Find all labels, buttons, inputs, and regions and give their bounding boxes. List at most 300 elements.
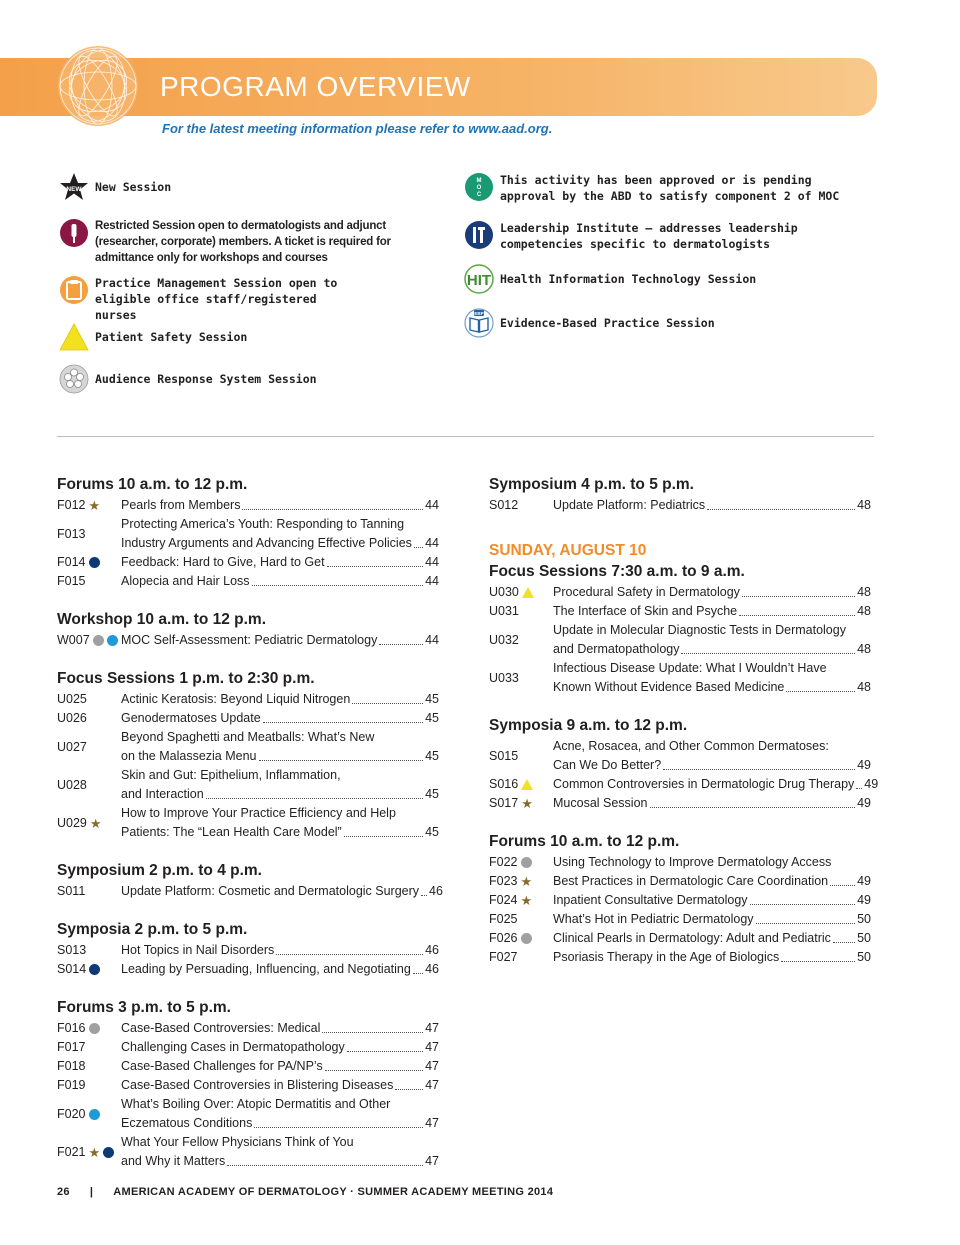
- session-title-text: Psoriasis Therapy in the Age of Biologics: [553, 950, 780, 964]
- session-title: [121, 941, 439, 960]
- session-title-line: [553, 853, 871, 872]
- audience-response-dot-icon: [521, 933, 532, 944]
- hit-badge-text: HIT: [466, 272, 492, 289]
- moc-icon: [464, 172, 494, 202]
- session-code: S015: [489, 748, 519, 763]
- session-code-cell: [57, 1095, 121, 1133]
- session-entry: [489, 948, 871, 967]
- page-ref: 47: [425, 1154, 439, 1168]
- session-code-cell: [489, 496, 553, 515]
- session-title-text: Alopecia and Hair Loss: [121, 574, 250, 588]
- dot-leader: [781, 961, 855, 962]
- footer-text: AMERICAN ACADEMY OF DERMATOLOGY · SUMMER ACADEMY MEETING 2014: [113, 1186, 554, 1198]
- session-title-text: Leading by Persuading, Influencing, and Negotiating: [121, 962, 411, 976]
- session-title-line: [553, 496, 871, 515]
- session-title: [121, 882, 443, 901]
- session-entry: [57, 1038, 439, 1057]
- page-ref: 49: [857, 893, 871, 907]
- session-title: [121, 1038, 439, 1057]
- page-ref: 48: [857, 498, 871, 512]
- section-heading: Forums 10 a.m. to 12 p.m.: [489, 833, 680, 850]
- session-title-line: [553, 948, 871, 967]
- dot-leader: [414, 547, 423, 548]
- clipboard-icon: [59, 275, 89, 305]
- dot-leader: [242, 509, 423, 510]
- legend-hit-text: Health Information Technology Session: [500, 272, 757, 286]
- page-ref: 45: [425, 711, 439, 725]
- session-entry: [57, 709, 439, 728]
- session-title-text: Inpatient Consultative Dermatology: [553, 893, 748, 907]
- svg-text:M: M: [476, 178, 482, 184]
- legend-hit: [464, 264, 756, 294]
- session-title-text: Feedback: Hard to Give, Hard to Get: [121, 555, 325, 569]
- session-title: [121, 728, 439, 766]
- session-title-line: [121, 515, 439, 534]
- session-title-text: Patients: The “Lean Health Care Model”: [121, 825, 342, 839]
- session-code-cell: [489, 872, 553, 891]
- legend-ebp: [464, 308, 715, 338]
- session-title-line: [553, 891, 871, 910]
- session-title-line: [121, 1133, 439, 1152]
- session-title-text: and Dermatopathology: [553, 642, 680, 656]
- session-title: [121, 631, 439, 650]
- subtitle-prefix: For the latest meeting information please refer to: [162, 121, 469, 136]
- legend-moc-text: This activity has been approved or is pending approval by the ABD to satisfy component 2 of MOC: [500, 173, 840, 203]
- session-title-line: [121, 941, 439, 960]
- session-entry: [57, 631, 439, 650]
- page-ref: 48: [857, 642, 871, 656]
- session-title-text: Genodermatoses Update: [121, 711, 261, 725]
- legend-patient-safety-text: Patient Safety Session: [95, 330, 248, 344]
- session-code-cell: [489, 775, 553, 794]
- session-code: F015: [57, 574, 86, 588]
- page-ref: 48: [857, 680, 871, 694]
- session-code-cell: [57, 1019, 121, 1038]
- new-star-icon: [59, 172, 89, 202]
- session-title-text: Acne, Rosacea, and Other Common Dermatoses:: [553, 739, 829, 753]
- patient-safety-triangle-icon: [522, 587, 534, 598]
- ebp-book-icon: [464, 308, 494, 338]
- session-entry: [489, 737, 871, 775]
- new-badge-text: NEW: [66, 186, 82, 193]
- session-title-line: [553, 640, 871, 659]
- audience-response-dot-icon: [89, 1023, 100, 1034]
- dot-leader: [750, 904, 856, 905]
- session-title-text: Update in Molecular Diagnostic Tests in Dermatology: [553, 623, 846, 637]
- session-code-cell: [57, 1038, 121, 1057]
- dot-leader: [347, 1051, 423, 1052]
- dot-leader: [681, 653, 855, 654]
- session-code: F022: [489, 855, 518, 869]
- session-title: [121, 515, 439, 553]
- session-code: F026: [489, 931, 518, 945]
- page-ref: 49: [864, 777, 879, 791]
- session-entry: [489, 872, 871, 891]
- session-code: S013: [57, 943, 87, 957]
- session-title-line: [121, 1152, 439, 1171]
- session-code-cell: [57, 515, 121, 553]
- page-ref: 48: [857, 585, 871, 599]
- section-heading: Symposia 2 p.m. to 5 p.m.: [57, 921, 248, 938]
- leadership-dot-icon: [89, 964, 100, 975]
- session-code-cell: [489, 929, 553, 948]
- session-entry: [57, 941, 439, 960]
- new-star-icon: ★: [520, 893, 533, 908]
- session-title: [553, 794, 871, 813]
- leadership-institute-icon: [464, 220, 494, 250]
- session-entry: [57, 553, 439, 572]
- session-code: F024: [489, 893, 518, 907]
- session-entry: [489, 775, 879, 794]
- session-title-text: Pearls from Members: [121, 498, 241, 512]
- page-ref: 46: [429, 884, 443, 898]
- page-ref: 50: [857, 931, 871, 945]
- session-entry: [57, 1076, 439, 1095]
- legend-audience-response: [59, 364, 317, 394]
- session-title-text: Infectious Disease Update: What I Wouldn’t Have: [553, 661, 827, 675]
- session-title-line: [553, 583, 871, 602]
- page-ref: 50: [857, 912, 871, 926]
- session-title-text: on the Malassezia Menu: [121, 749, 257, 763]
- audience-response-icon: [59, 364, 89, 394]
- session-title-text: Clinical Pearls in Dermatology: Adult and Pediatric: [553, 931, 831, 945]
- session-title-text: Mucosal Session: [553, 796, 648, 810]
- session-code: F018: [57, 1059, 86, 1073]
- session-code-cell: [57, 1076, 121, 1095]
- session-code: S011: [57, 884, 86, 898]
- section-heading: Symposia 9 a.m. to 12 p.m.: [489, 717, 688, 734]
- session-code: U028: [57, 777, 87, 792]
- dot-leader: [327, 566, 424, 567]
- session-title-text: Case-Based Controversies in Blistering Diseases: [121, 1078, 394, 1092]
- session-entry: [57, 1095, 439, 1133]
- session-code-cell: [489, 659, 553, 697]
- section-heading: Symposium 4 p.m. to 5 p.m.: [489, 476, 694, 493]
- session-title: [553, 872, 871, 891]
- hit-icon: [464, 264, 494, 294]
- session-title-text: What’s Hot in Pediatric Dermatology: [553, 912, 754, 926]
- dot-leader: [322, 1032, 423, 1033]
- dot-leader: [833, 942, 855, 943]
- session-code-cell: [489, 737, 553, 775]
- session-code: S012: [489, 498, 519, 512]
- session-title-text: MOC Self-Assessment: Pediatric Dermatology: [121, 633, 378, 647]
- legend-leadership-text: Leadership Institute — addresses leadership competencies specific to dermatologists: [500, 221, 798, 251]
- session-title-line: [121, 1057, 439, 1076]
- dot-leader: [252, 585, 424, 586]
- session-title-line: [121, 804, 439, 823]
- session-title-line: [121, 1114, 439, 1133]
- session-title-text: The Interface of Skin and Psyche: [553, 604, 738, 618]
- legend-patient-safety: [59, 322, 247, 352]
- session-title-text: Beyond Spaghetti and Meatballs: What’s New: [121, 730, 375, 744]
- session-title-line: [553, 621, 871, 640]
- session-title: [553, 659, 871, 697]
- dot-leader: [756, 923, 856, 924]
- session-code-cell: [57, 1133, 121, 1171]
- session-code: F025: [489, 912, 518, 926]
- aad-link[interactable]: www.aad.org: [468, 121, 549, 136]
- dot-leader: [786, 691, 855, 692]
- dot-leader: [325, 1070, 423, 1071]
- subtitle-suffix: .: [548, 121, 553, 136]
- dot-leader: [707, 509, 855, 510]
- session-title-line: [121, 631, 439, 650]
- dot-leader: [227, 1165, 423, 1166]
- session-code: F013: [57, 526, 86, 541]
- session-title: [121, 1076, 439, 1095]
- page-ref: 47: [425, 1059, 439, 1073]
- page-ref: 47: [425, 1040, 439, 1054]
- session-title-line: [553, 794, 871, 813]
- session-code: F023: [489, 874, 518, 888]
- dot-leader: [742, 596, 855, 597]
- svg-text:O: O: [476, 185, 482, 191]
- dot-leader: [254, 1127, 423, 1128]
- session-code-cell: [489, 602, 553, 621]
- page-ref: 45: [425, 692, 439, 706]
- session-code: F017: [57, 1040, 86, 1054]
- new-star-icon: ★: [521, 796, 533, 811]
- session-title: [553, 929, 871, 948]
- session-title-line: [553, 602, 871, 621]
- session-title-text: What’s Boiling Over: Atopic Dermatitis and Other: [121, 1097, 391, 1111]
- session-code: U027: [57, 739, 87, 754]
- session-entry: [489, 853, 871, 872]
- session-title: [553, 621, 871, 659]
- dot-leader: [395, 1089, 423, 1090]
- session-title-text: Procedural Safety in Dermatology: [553, 585, 740, 599]
- session-code: U033: [489, 670, 519, 685]
- dot-leader: [421, 895, 427, 896]
- session-title: [553, 496, 871, 515]
- leadership-dot-icon: [103, 1147, 114, 1158]
- patient-safety-triangle-icon: [59, 322, 89, 352]
- session-title: [553, 583, 871, 602]
- new-star-icon: ★: [89, 815, 102, 831]
- session-title-line: [121, 747, 439, 766]
- svg-text:C: C: [476, 192, 482, 198]
- session-code: F019: [57, 1078, 86, 1092]
- leadership-dot-icon: [89, 557, 100, 568]
- session-title-line: [121, 1019, 439, 1038]
- session-entry: [57, 1019, 439, 1038]
- session-title: [121, 553, 439, 572]
- page-ref: 48: [857, 604, 871, 618]
- session-title: [553, 737, 871, 775]
- session-code: S014: [57, 962, 87, 976]
- section-heading: Forums 3 p.m. to 5 p.m.: [57, 999, 231, 1016]
- session-title-text: Case-Based Controversies: Medical: [121, 1021, 321, 1035]
- session-code-cell: [57, 804, 121, 842]
- session-code: F027: [489, 950, 518, 964]
- session-title-line: [553, 659, 871, 678]
- session-code-cell: [57, 941, 121, 960]
- session-code: U029: [57, 815, 87, 830]
- session-code: U025: [57, 692, 87, 706]
- legend-restricted-text: Restricted Session open to dermatologists and adjunct (researcher, corporate) members. A ticket is required for admittance only for workshops and courses: [95, 220, 391, 264]
- page-ref: 45: [425, 825, 439, 839]
- session-title-line: [553, 872, 871, 891]
- page-number: 26: [57, 1186, 70, 1198]
- dot-leader: [259, 760, 424, 761]
- legend-practice-mgmt-text: Practice Management Session open to eligible office staff/registered nurses: [95, 276, 338, 322]
- session-title-line: [553, 678, 871, 697]
- session-title: [553, 853, 871, 872]
- dot-leader: [276, 954, 423, 955]
- legend-practice-mgmt: [59, 275, 365, 323]
- page-ref: 47: [425, 1021, 439, 1035]
- session-title-line: [121, 728, 439, 747]
- session-code: S017: [489, 796, 519, 810]
- session-entry: [57, 766, 439, 804]
- session-code: F012: [57, 498, 86, 512]
- session-title-line: [121, 1095, 439, 1114]
- dot-leader: [352, 703, 423, 704]
- session-code-cell: [57, 882, 121, 901]
- page-title: PROGRAM OVERVIEW: [160, 71, 471, 102]
- section-divider: [57, 436, 874, 437]
- session-title-text: Using Technology to Improve Dermatology Access: [553, 855, 832, 869]
- session-entry: [57, 1133, 439, 1171]
- session-title: [121, 960, 439, 979]
- new-star-icon: ★: [88, 498, 101, 513]
- moc-dot-icon: [89, 1109, 100, 1120]
- session-title: [121, 709, 439, 728]
- dot-leader: [663, 769, 855, 770]
- schedule-left-column: [57, 474, 443, 1171]
- legend-restricted: [59, 218, 440, 266]
- session-code-cell: [57, 960, 121, 979]
- page-ref: 47: [425, 1078, 439, 1092]
- session-entry: [489, 583, 871, 602]
- session-code-cell: [57, 553, 121, 572]
- session-title-text: and Why it Matters: [121, 1154, 226, 1168]
- legend-ebp-text: Evidence-Based Practice Session: [500, 316, 715, 330]
- dot-leader: [344, 836, 423, 837]
- session-title-line: [121, 785, 439, 804]
- session-code-cell: [57, 572, 121, 591]
- session-title-text: Update Platform: Cosmetic and Dermatologic Surgery: [121, 884, 420, 898]
- session-title: [553, 775, 878, 794]
- dot-leader: [739, 615, 855, 616]
- session-code-cell: [57, 1057, 121, 1076]
- session-entry: [57, 804, 439, 842]
- session-title-line: [121, 709, 439, 728]
- session-entry: [489, 891, 871, 910]
- session-title-text: Case-Based Challenges for PA/NP’s: [121, 1059, 323, 1073]
- session-title-line: [553, 910, 871, 929]
- audience-response-dot-icon: [93, 635, 104, 646]
- session-title: [121, 1133, 439, 1171]
- page-ref: 49: [857, 874, 871, 888]
- session-code: U026: [57, 711, 87, 725]
- page-ref: 46: [425, 943, 439, 957]
- section-heading: Focus Sessions 7:30 a.m. to 9 a.m.: [489, 563, 745, 580]
- session-title: [553, 891, 871, 910]
- session-title: [121, 804, 439, 842]
- page-ref: 47: [425, 1116, 439, 1130]
- page-ref: 46: [425, 962, 439, 976]
- globe-logo-icon: [56, 44, 140, 128]
- dot-leader: [379, 644, 423, 645]
- new-star-icon: ★: [520, 874, 533, 889]
- session-title: [121, 766, 439, 804]
- page-ref: 49: [857, 758, 871, 772]
- session-title-line: [553, 756, 871, 775]
- legend-moc: [464, 172, 845, 204]
- section-heading: Forums 10 a.m. to 12 p.m.: [57, 476, 248, 493]
- session-title-text: Actinic Keratosis: Beyond Liquid Nitrogen: [121, 692, 351, 706]
- session-title: [121, 1057, 439, 1076]
- session-entry: [489, 794, 871, 813]
- session-code-cell: [489, 910, 553, 929]
- day-heading: SUNDAY, AUGUST 10: [489, 542, 647, 559]
- legend-new-session: [59, 172, 171, 202]
- session-entry: [57, 960, 439, 979]
- legend-leadership: [464, 220, 845, 252]
- session-code: U031: [489, 604, 519, 618]
- page-subtitle: [162, 121, 552, 136]
- session-entry: [489, 659, 871, 697]
- session-title-text: Eczematous Conditions: [121, 1116, 253, 1130]
- session-title: [121, 690, 439, 709]
- session-code-cell: [489, 891, 553, 910]
- restricted-ticket-icon: [59, 218, 89, 248]
- session-title-text: and Interaction: [121, 787, 204, 801]
- session-title: [121, 496, 439, 515]
- session-entry: [57, 882, 443, 901]
- session-title-line: [121, 496, 439, 515]
- session-entry: [489, 621, 871, 659]
- page-footer: [57, 1186, 553, 1198]
- session-entry: [57, 690, 439, 709]
- session-code-cell: [57, 690, 121, 709]
- session-title-text: Can We Do Better?: [553, 758, 662, 772]
- session-title-text: Protecting America’s Youth: Responding to Tanning: [121, 517, 405, 531]
- session-code: F020: [57, 1106, 86, 1121]
- dot-leader: [413, 973, 423, 974]
- session-code: F016: [57, 1021, 86, 1035]
- session-code: F021: [57, 1144, 86, 1159]
- session-title: [121, 1095, 439, 1133]
- page-ref: 44: [425, 555, 439, 569]
- footer-separator: |: [89, 1186, 94, 1198]
- page-ref: 45: [425, 787, 439, 801]
- session-title: [121, 1019, 439, 1038]
- session-title-text: Industry Arguments and Advancing Effective Policies: [121, 536, 412, 550]
- session-code-cell: [489, 621, 553, 659]
- dot-leader: [650, 807, 856, 808]
- session-title-line: [121, 960, 439, 979]
- session-entry: [57, 728, 439, 766]
- schedule-right-column: [489, 474, 879, 967]
- section-heading: Focus Sessions 1 p.m. to 2:30 p.m.: [57, 670, 315, 687]
- session-code: U032: [489, 632, 519, 647]
- session-title-text: How to Improve Your Practice Efficiency and Help: [121, 806, 396, 820]
- session-code: W007: [57, 633, 90, 647]
- page-ref: 44: [425, 536, 439, 550]
- dot-leader: [830, 885, 855, 886]
- session-entry: [489, 929, 871, 948]
- session-title-line: [121, 823, 439, 842]
- session-title-text: Common Controversies in Dermatologic Drug Therapy: [553, 777, 855, 791]
- session-title-line: [121, 1038, 439, 1057]
- session-code-cell: [489, 948, 553, 967]
- page-ref: 44: [425, 498, 439, 512]
- session-entry: [57, 1057, 439, 1076]
- session-title-line: [121, 553, 439, 572]
